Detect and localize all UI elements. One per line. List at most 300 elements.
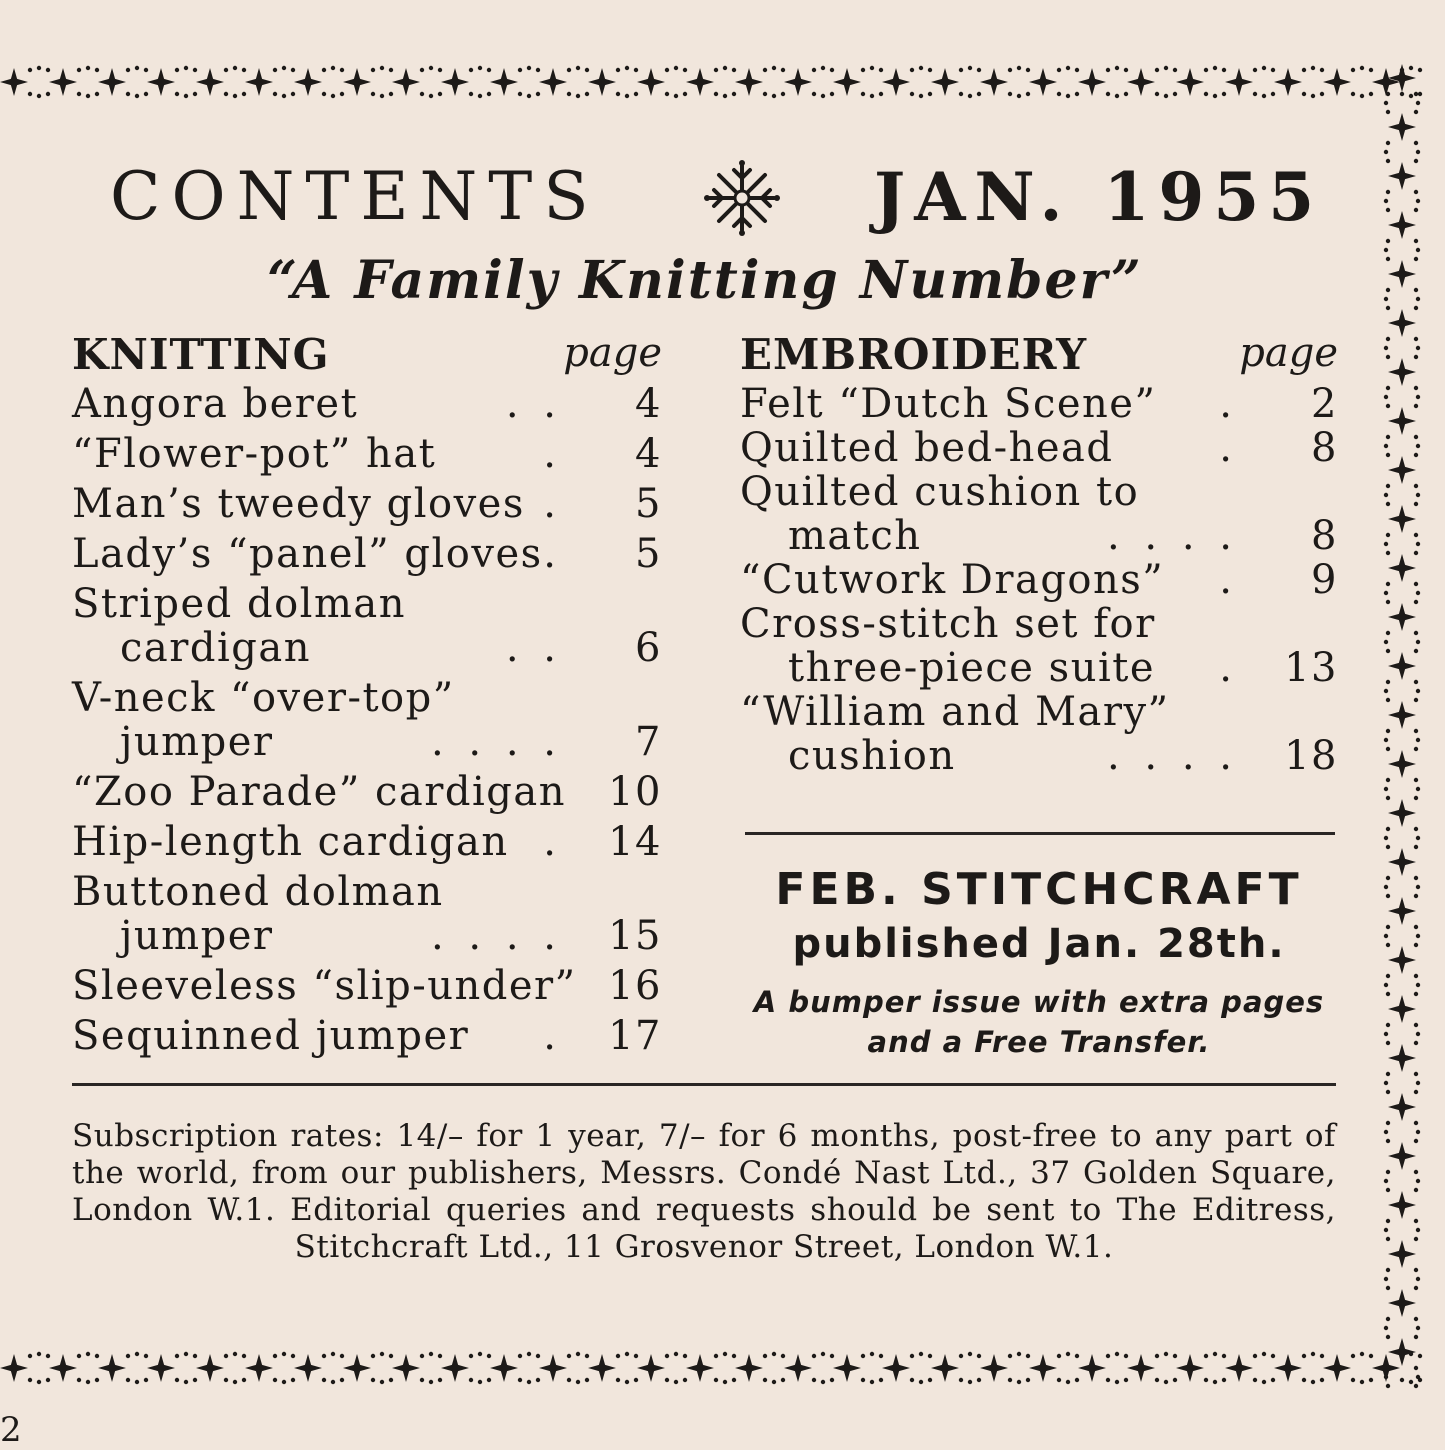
dot-ornament: [135, 94, 139, 98]
dot-ornament: [861, 68, 865, 72]
dot-ornament: [389, 68, 393, 72]
dot-ornament: [1386, 551, 1390, 555]
dot-ornament: [674, 94, 678, 98]
embroidery-entry: [740, 690, 1338, 778]
dot-ornament: [879, 1378, 883, 1382]
dot-ornament: [812, 92, 816, 96]
dot-ornament: [1416, 591, 1420, 595]
star-ornament: [1388, 1093, 1416, 1121]
star-ornament: [1388, 946, 1416, 974]
dot-ornament: [977, 68, 981, 72]
dot-ornament: [1008, 1354, 1012, 1358]
dot-ornament: [781, 68, 785, 72]
dot-ornament: [1414, 404, 1418, 408]
star-ornament: [784, 68, 812, 96]
dot-leader: .: [1219, 425, 1238, 471]
star-ornament: [833, 1354, 861, 1382]
star-ornament: [1388, 897, 1416, 925]
entry-page-number: 14: [608, 819, 662, 865]
dot-ornament: [1057, 92, 1061, 96]
dot-ornament: [1057, 68, 1061, 72]
dot-ornament: [585, 92, 589, 96]
dot-ornament: [1414, 845, 1418, 849]
dot-ornament: [1057, 1354, 1061, 1358]
dot-ornament: [1386, 778, 1390, 782]
dot-ornament: [567, 92, 571, 96]
dot-ornament: [1008, 92, 1012, 96]
dot-ornament: [224, 92, 228, 96]
dot-ornament: [919, 1352, 923, 1356]
knitting-entry: [72, 964, 662, 1008]
dot-ornament: [371, 1378, 375, 1382]
dot-ornament: [95, 1354, 99, 1358]
star-ornament: [0, 68, 28, 96]
dot-ornament: [821, 1380, 825, 1384]
dot-ornament: [1414, 1366, 1418, 1370]
dot-ornament: [567, 1354, 571, 1358]
dot-ornament: [1351, 92, 1355, 96]
dot-ornament: [1115, 94, 1119, 98]
dot-ornament: [126, 1354, 130, 1358]
dot-ornament: [772, 1380, 776, 1384]
dot-ornament: [1416, 836, 1420, 840]
star-ornament: [490, 68, 518, 96]
dot-ornament: [1262, 1352, 1266, 1356]
dot-ornament: [1414, 1023, 1418, 1027]
dot-ornament: [1026, 1354, 1030, 1358]
entry-title: Felt “Dutch Scene”: [740, 381, 1157, 427]
star-ornament: [245, 68, 273, 96]
star-ornament: [1388, 1142, 1416, 1170]
dot-ornament: [1384, 248, 1388, 252]
dot-ornament: [224, 1378, 228, 1382]
dot-ornament: [144, 68, 148, 72]
knitting-heading-row: [72, 328, 662, 382]
dot-ornament: [585, 68, 589, 72]
dot-ornament: [683, 1378, 687, 1382]
dot-ornament: [1384, 1032, 1388, 1036]
dot-ornament: [1115, 1380, 1119, 1384]
entry-title: Angora beret: [72, 381, 359, 427]
dot-ornament: [86, 66, 90, 70]
dot-leader: . . . .: [430, 913, 562, 959]
dot-ornament: [665, 92, 669, 96]
dot-ornament: [1386, 435, 1390, 439]
dot-ornament: [46, 92, 50, 96]
dot-ornament: [821, 1352, 825, 1356]
dot-ornament: [1386, 943, 1390, 947]
dot-ornament: [322, 1354, 326, 1358]
embroidery-entry: [740, 382, 1338, 426]
star-ornament: [1388, 848, 1416, 876]
dot-ornament: [1360, 94, 1364, 98]
dot-ornament: [723, 66, 727, 70]
entry-title: “Flower-pot” hat: [72, 431, 437, 477]
dot-ornament: [625, 94, 629, 98]
dot-ornament: [1320, 92, 1324, 96]
dot-ornament: [193, 1354, 197, 1358]
dot-ornament: [1386, 1188, 1390, 1192]
dot-ornament: [478, 1352, 482, 1356]
subscription-info: Subscription rates: 14/– for 1 year, 7/– for 6 months, post-free to any part of the world, from our publishers, Messrs. Condé Nast Ltd., 37 Golden Square, London W.1. Editorial queries and requests should be sent to The Editress, Stitchcraft Ltd., 11 Grosvenor Street, London W.1.: [72, 1118, 1336, 1265]
star-ornament: [1274, 68, 1302, 96]
dot-ornament: [674, 1380, 678, 1384]
dot-ornament: [910, 1378, 914, 1382]
dot-ornament: [1416, 885, 1420, 889]
dot-ornament: [380, 94, 384, 98]
dot-ornament: [977, 92, 981, 96]
star-ornament: [735, 68, 763, 96]
dot-ornament: [1271, 68, 1275, 72]
dot-ornament: [518, 68, 522, 72]
dot-ornament: [126, 68, 130, 72]
dot-ornament: [1414, 1286, 1418, 1290]
dot-ornament: [1416, 640, 1420, 644]
dot-ornament: [77, 1378, 81, 1382]
dot-ornament: [1416, 1326, 1420, 1330]
dot-ornament: [567, 1378, 571, 1382]
dot-ornament: [1414, 1188, 1418, 1192]
dot-ornament: [28, 1354, 32, 1358]
dot-ornament: [732, 68, 736, 72]
dot-ornament: [1386, 729, 1390, 733]
dot-ornament: [1026, 68, 1030, 72]
dot-ornament: [1386, 1072, 1390, 1076]
dot-ornament: [527, 94, 531, 98]
dot-ornament: [233, 94, 237, 98]
dot-ornament: [879, 92, 883, 96]
dot-ornament: [389, 1354, 393, 1358]
star-ornament: [294, 68, 322, 96]
entry-title: Man’s tweedy gloves: [72, 481, 525, 527]
dot-ornament: [1414, 453, 1418, 457]
dot-ornament: [77, 92, 81, 96]
dot-ornament: [175, 1378, 179, 1382]
entry-title-continued: jumper: [120, 719, 274, 765]
star-ornament: [343, 1354, 371, 1382]
dot-ornament: [1075, 1378, 1079, 1382]
dot-ornament: [1414, 110, 1418, 114]
dot-ornament: [242, 68, 246, 72]
dot-ornament: [86, 94, 90, 98]
dot-ornament: [1386, 1121, 1390, 1125]
entry-title: Sequinned jumper: [72, 1013, 470, 1059]
dot-ornament: [1386, 404, 1390, 408]
entry-page-number: 9: [1311, 557, 1338, 603]
dot-ornament: [714, 68, 718, 72]
dot-ornament: [1173, 1354, 1177, 1358]
promo-description-2: and a Free Transfer.: [867, 1025, 1211, 1059]
star-ornament: [1388, 1289, 1416, 1317]
dot-ornament: [1222, 92, 1226, 96]
star-ornament: [1388, 260, 1416, 288]
dot-ornament: [1302, 68, 1306, 72]
dot-ornament: [1416, 1179, 1420, 1183]
entry-title: Buttoned dolman: [72, 869, 444, 915]
dot-ornament: [1416, 1130, 1420, 1134]
dot-ornament: [1386, 92, 1390, 96]
dot-ornament: [1173, 68, 1177, 72]
dot-ornament: [1384, 787, 1388, 791]
star-ornament: [1176, 68, 1204, 96]
dot-ornament: [175, 68, 179, 72]
dot-leader: .: [1219, 557, 1238, 603]
dot-ornament: [1008, 1378, 1012, 1382]
dot-ornament: [968, 1380, 972, 1384]
dot-ornament: [1414, 943, 1418, 947]
dot-ornament: [1414, 141, 1418, 145]
dot-ornament: [665, 1354, 669, 1358]
dot-ornament: [1124, 92, 1128, 96]
dot-ornament: [910, 92, 914, 96]
star-ornament: [1176, 1354, 1204, 1382]
knitting-heading: KNITTING: [72, 330, 330, 379]
dot-ornament: [1066, 1352, 1070, 1356]
dot-ornament: [1386, 600, 1390, 604]
dot-ornament: [193, 68, 197, 72]
dot-ornament: [1414, 992, 1418, 996]
dot-leader: .: [1219, 645, 1238, 691]
dot-ornament: [1416, 738, 1420, 742]
dot-leader: .: [543, 431, 562, 477]
dot-ornament: [634, 68, 638, 72]
dot-ornament: [429, 66, 433, 70]
dot-ornament: [1414, 894, 1418, 898]
dot-ornament: [46, 68, 50, 72]
dot-ornament: [77, 1354, 81, 1358]
entry-page-number: 5: [635, 481, 662, 527]
dot-ornament: [1414, 337, 1418, 341]
dot-ornament: [1351, 68, 1355, 72]
star-ornament: [1388, 799, 1416, 827]
embroidery-list: [740, 382, 1338, 778]
entry-page-number: 2: [1311, 381, 1338, 427]
dot-ornament: [1017, 1380, 1021, 1384]
dot-ornament: [1017, 66, 1021, 70]
dot-ornament: [1262, 94, 1266, 98]
dot-ornament: [1124, 68, 1128, 72]
dot-ornament: [389, 92, 393, 96]
dot-ornament: [1384, 395, 1388, 399]
dot-ornament: [1414, 1139, 1418, 1143]
dot-ornament: [1017, 1352, 1021, 1356]
dot-ornament: [1416, 689, 1420, 693]
dot-ornament: [420, 1378, 424, 1382]
dot-ornament: [723, 94, 727, 98]
dot-ornament: [37, 1380, 41, 1384]
dot-ornament: [331, 1380, 335, 1384]
dot-ornament: [1384, 738, 1388, 742]
dot-ornament: [1386, 208, 1390, 212]
star-ornament: [1388, 505, 1416, 533]
knitting-entry: [72, 582, 662, 670]
dot-ornament: [616, 1354, 620, 1358]
dot-ornament: [1416, 1081, 1420, 1085]
dot-ornament: [518, 1354, 522, 1358]
dot-ornament: [959, 68, 963, 72]
dot-ornament: [1414, 386, 1418, 390]
promo-description-1: A bumper issue with extra pages: [753, 985, 1325, 1019]
dot-ornament: [1416, 1375, 1420, 1379]
dot-ornament: [438, 92, 442, 96]
dot-ornament: [1386, 1219, 1390, 1223]
embroidery-entry: [740, 426, 1338, 470]
dot-ornament: [1386, 698, 1390, 702]
dot-ornament: [1414, 649, 1418, 653]
dot-ornament: [1414, 208, 1418, 212]
promo-divider: [745, 832, 1335, 835]
dot-ornament: [1414, 257, 1418, 261]
dot-ornament: [1253, 92, 1257, 96]
dot-ornament: [674, 1352, 678, 1356]
star-ornament: [98, 68, 126, 96]
dot-ornament: [429, 1380, 433, 1384]
dot-ornament: [1414, 502, 1418, 506]
dot-ornament: [1416, 1277, 1420, 1281]
dot-ornament: [1204, 1378, 1208, 1382]
dot-ornament: [1414, 1170, 1418, 1174]
star-ornament: [98, 1354, 126, 1382]
star-ornament: [1388, 456, 1416, 484]
dot-ornament: [1414, 698, 1418, 702]
dot-ornament: [1414, 796, 1418, 800]
entry-page-number: 17: [608, 1013, 662, 1059]
dot-ornament: [812, 1354, 816, 1358]
dot-ornament: [763, 68, 767, 72]
dot-ornament: [1222, 68, 1226, 72]
dot-ornament: [1414, 288, 1418, 292]
entry-title: V-neck “over-top”: [72, 675, 455, 721]
dot-ornament: [861, 92, 865, 96]
dot-ornament: [438, 1354, 442, 1358]
dot-ornament: [1386, 1170, 1390, 1174]
dot-ornament: [1155, 1378, 1159, 1382]
star-ornament: [1388, 701, 1416, 729]
snowflake-icon: [704, 160, 780, 236]
entry-page-number: 5: [635, 531, 662, 577]
dot-ornament: [830, 92, 834, 96]
dot-ornament: [1106, 68, 1110, 72]
dot-ornament: [1386, 484, 1390, 488]
dot-ornament: [469, 68, 473, 72]
dot-ornament: [1253, 1354, 1257, 1358]
star-ornament: [1078, 1354, 1106, 1382]
dot-ornament: [487, 92, 491, 96]
dot-ornament: [46, 1378, 50, 1382]
dot-ornament: [95, 1378, 99, 1382]
dot-ornament: [371, 92, 375, 96]
star-ornament: [1388, 211, 1416, 239]
dot-ornament: [1414, 600, 1418, 604]
dot-ornament: [1164, 1352, 1168, 1356]
star-ornament: [1388, 554, 1416, 582]
dot-ornament: [1386, 141, 1390, 145]
star-ornament: [539, 1354, 567, 1382]
star-ornament: [588, 1354, 616, 1382]
dot-ornament: [1384, 150, 1388, 154]
dot-ornament: [224, 68, 228, 72]
dot-ornament: [1416, 493, 1420, 497]
dot-ornament: [1414, 551, 1418, 555]
dot-ornament: [683, 1354, 687, 1358]
dot-ornament: [977, 1354, 981, 1358]
dot-ornament: [1351, 1378, 1355, 1382]
star-ornament: [980, 68, 1008, 96]
dot-ornament: [126, 92, 130, 96]
dot-ornament: [331, 94, 335, 98]
entry-title-continued: jumper: [120, 913, 274, 959]
dot-ornament: [1414, 925, 1418, 929]
dot-ornament: [576, 94, 580, 98]
dot-ornament: [959, 1378, 963, 1382]
contents-header: [72, 150, 1338, 240]
dot-ornament: [781, 1378, 785, 1382]
dot-ornament: [1106, 1354, 1110, 1358]
issue-date: JAN. 1955: [874, 158, 1324, 236]
dot-ornament: [1416, 934, 1420, 938]
star-ornament: [1225, 1354, 1253, 1382]
dot-ornament: [1414, 1317, 1418, 1321]
bottom-star-border: [0, 1348, 1432, 1388]
dot-ornament: [184, 66, 188, 70]
dot-ornament: [772, 1352, 776, 1356]
star-ornament: [245, 1354, 273, 1382]
dot-ornament: [625, 1380, 629, 1384]
dot-ornament: [830, 1354, 834, 1358]
dot-ornament: [1311, 1380, 1315, 1384]
entry-title: “William and Mary”: [740, 689, 1170, 735]
dot-ornament: [1414, 1384, 1418, 1388]
dot-ornament: [1066, 66, 1070, 70]
dot-ornament: [1311, 66, 1315, 70]
dot-ornament: [910, 68, 914, 72]
dot-ornament: [879, 1354, 883, 1358]
star-ornament: [1388, 407, 1416, 435]
dot-ornament: [1384, 346, 1388, 350]
dot-ornament: [273, 92, 277, 96]
knitting-entry: [72, 432, 662, 476]
star-ornament: [686, 68, 714, 96]
star-ornament: [1078, 68, 1106, 96]
dot-ornament: [968, 1352, 972, 1356]
star-ornament: [784, 1354, 812, 1382]
dot-ornament: [1302, 92, 1306, 96]
star-ornament: [735, 1354, 763, 1382]
entry-title-continued: cushion: [788, 733, 956, 779]
dot-ornament: [1414, 239, 1418, 243]
dot-ornament: [487, 68, 491, 72]
dot-ornament: [1115, 66, 1119, 70]
dot-ornament: [1414, 631, 1418, 635]
dot-ornament: [135, 1380, 139, 1384]
dot-ornament: [1386, 306, 1390, 310]
issue-subtitle: “A Family Knitting Number”: [267, 250, 1143, 311]
dot-ornament: [1017, 94, 1021, 98]
dot-ornament: [1026, 92, 1030, 96]
dot-ornament: [723, 1380, 727, 1384]
dot-ornament: [1386, 159, 1390, 163]
dot-ornament: [1271, 1354, 1275, 1358]
dot-ornament: [1384, 689, 1388, 693]
dot-ornament: [1386, 582, 1390, 586]
promo-date: published Jan. 28th.: [792, 921, 1286, 967]
star-ornament: [686, 1354, 714, 1382]
dot-ornament: [1384, 836, 1388, 840]
dot-ornament: [1414, 159, 1418, 163]
dot-ornament: [879, 68, 883, 72]
dot-ornament: [86, 1352, 90, 1356]
dot-ornament: [340, 68, 344, 72]
